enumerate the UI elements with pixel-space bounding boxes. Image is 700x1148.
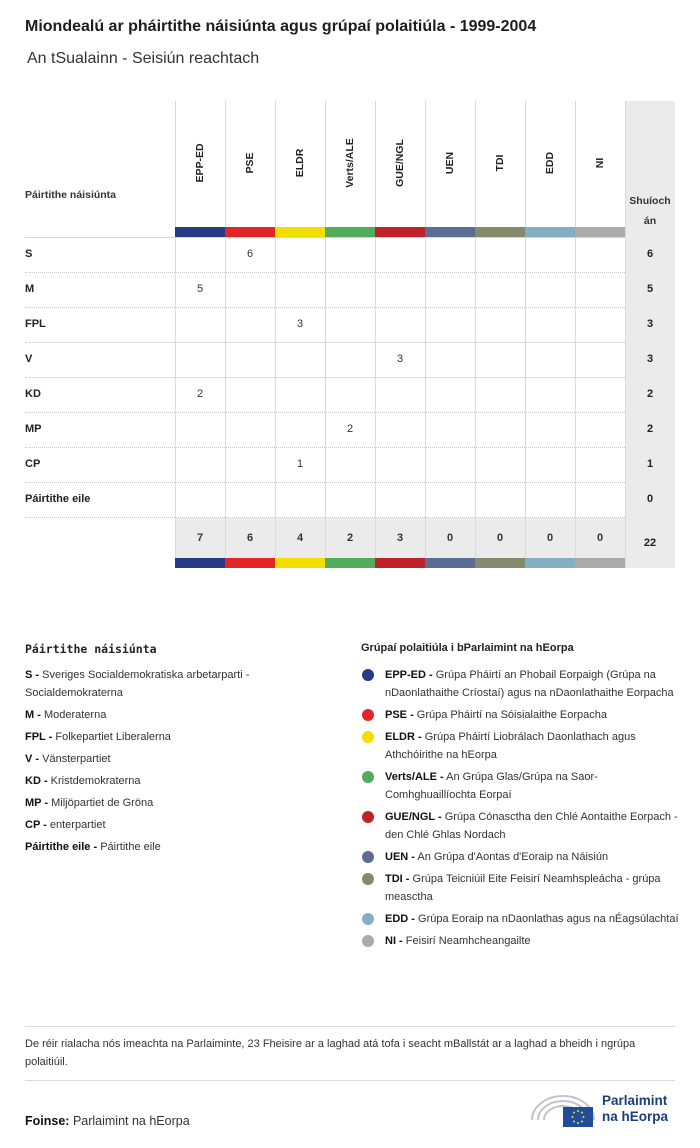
party-name: Folkepartiet Liberalerna	[55, 731, 171, 743]
group-name: An Grúpa d'Aontas d'Eoraip na Náisiún	[417, 851, 609, 863]
party-name: enterpartiet	[49, 819, 106, 831]
party-abbreviation: CP -	[25, 819, 47, 831]
group-name: Grúpa Pháirtí Liobrálach Daonlathach agus Athchóirithe na hEorpa	[385, 731, 636, 761]
logo-line-1: Parlaimint	[602, 1093, 668, 1108]
logo-text	[602, 1093, 668, 1125]
group-name: Feisirí Neamhcheangailte	[405, 935, 531, 947]
group-abbreviation: UEN -	[385, 851, 415, 863]
party-abbreviation: Páirtithe eile -	[25, 841, 98, 853]
group-abbreviation: PSE -	[385, 709, 414, 721]
group-color-swatch	[375, 558, 425, 568]
party-name: Miljöpartiet de Gröna	[51, 797, 154, 809]
row-seat-total: 2	[646, 388, 654, 400]
group-color-swatch	[475, 227, 525, 237]
column-header-epped	[175, 101, 225, 227]
column-header-ni	[575, 101, 625, 227]
row-divider	[25, 272, 625, 273]
party-column-header: Páirtithe náisiúnta	[25, 189, 117, 201]
party-row-label: S	[25, 248, 33, 260]
column-label: EPP-ED	[194, 143, 206, 183]
row-seat-total: 0	[646, 493, 654, 505]
row-seat-total: 5	[646, 283, 654, 295]
political-group-legend-item	[361, 666, 681, 702]
national-party-legend-item	[25, 706, 325, 724]
column-header-guengl	[375, 101, 425, 227]
national-parties-legend	[25, 642, 325, 860]
row-divider	[25, 342, 625, 343]
column-total: 0	[446, 532, 454, 544]
seats-column-header: Shuíoch án	[629, 195, 671, 227]
column-header-uen	[425, 101, 475, 227]
group-color-swatch	[225, 558, 275, 568]
group-color-dot-icon	[362, 873, 374, 885]
national-party-legend-item	[25, 772, 325, 790]
party-row-label: V	[25, 353, 33, 365]
seat-count-cell: 1	[296, 458, 304, 470]
group-color-swatch	[275, 227, 325, 237]
divider	[25, 1026, 675, 1027]
party-name: Kristdemokraterna	[50, 775, 141, 787]
column-header-eldr	[275, 101, 325, 227]
seat-count-cell: 3	[296, 318, 304, 330]
group-abbreviation: GUE/NGL -	[385, 811, 442, 823]
header-divider	[25, 237, 625, 238]
party-name: Vänsterpartiet	[42, 753, 111, 765]
political-groups-legend	[361, 642, 681, 954]
row-seat-total: 6	[646, 248, 654, 260]
group-name: Grúpa Cónasctha den Chlé Aontaithe Eorpach - den Chlé Ghlas Nordach	[385, 811, 678, 841]
group-color-dot-icon	[362, 731, 374, 743]
row-divider	[25, 307, 625, 308]
party-name: Páirtithe eile	[100, 841, 161, 853]
column-total: 0	[496, 532, 504, 544]
european-parliament-logo	[528, 1090, 678, 1130]
column-label: PSE	[244, 152, 256, 174]
group-color-dot-icon	[362, 851, 374, 863]
party-row-label: KD	[25, 388, 41, 400]
column-total: 0	[596, 532, 604, 544]
party-abbreviation: V -	[25, 753, 40, 765]
party-abbreviation: FPL -	[25, 731, 53, 743]
party-name: Moderaterna	[43, 709, 107, 721]
political-group-legend-item	[361, 706, 681, 724]
political-group-legend-item	[361, 932, 681, 950]
group-abbreviation: NI -	[385, 935, 403, 947]
group-color-swatch	[475, 558, 525, 568]
group-color-swatch	[375, 227, 425, 237]
group-name: Grúpa Teicniúil Eite Feisirí Neamhspleácha - grúpa measctha	[385, 873, 661, 903]
national-parties-legend-title: Páirtithe náisiúnta	[25, 642, 157, 656]
group-color-swatch	[325, 227, 375, 237]
group-name: Grúpa Eoraip na nDaonlathas agus na nÉagsúlachtaí	[418, 913, 679, 925]
group-color-swatch	[575, 558, 625, 568]
national-party-legend-item	[25, 666, 325, 702]
row-seat-total: 2	[646, 423, 654, 435]
group-color-swatch	[325, 558, 375, 568]
party-abbreviation: MP -	[25, 797, 49, 809]
column-header-vertsale	[325, 101, 375, 227]
party-row-label: CP	[25, 458, 41, 470]
political-group-legend-item	[361, 768, 681, 804]
row-seat-total: 3	[646, 318, 654, 330]
seat-count-cell: 5	[196, 283, 204, 295]
chart-subtitle: An tSualainn - Seisiún reachtach	[27, 50, 260, 67]
political-group-legend-item	[361, 910, 681, 928]
row-seat-total: 3	[646, 353, 654, 365]
group-abbreviation: EPP-ED -	[385, 669, 433, 681]
group-color-dot-icon	[362, 935, 374, 947]
row-divider	[25, 447, 625, 448]
group-color-swatch	[525, 227, 575, 237]
group-color-dot-icon	[362, 913, 374, 925]
seat-count-cell: 3	[396, 353, 404, 365]
column-total: 3	[396, 532, 404, 544]
group-abbreviation: TDI -	[385, 873, 410, 885]
column-label: NI	[594, 157, 606, 169]
column-label: GUE/NGL	[394, 139, 406, 187]
group-color-swatch	[425, 227, 475, 237]
group-color-swatch	[225, 227, 275, 237]
political-group-legend-item	[361, 848, 681, 866]
group-color-swatch	[525, 558, 575, 568]
group-name: Grúpa Pháirtí na Sóisialaithe Eorpacha	[416, 709, 607, 721]
group-abbreviation: EDD -	[385, 913, 415, 925]
column-total: 7	[196, 532, 204, 544]
political-groups-legend-title: Grúpaí polaitiúla i bParlaimint na hEorpa	[361, 642, 574, 654]
group-color-dot-icon	[362, 811, 374, 823]
party-row-label: MP	[25, 423, 42, 435]
group-color-swatch	[175, 558, 225, 568]
source-line	[25, 1114, 190, 1128]
parliament-hemicycle-icon	[528, 1090, 598, 1130]
party-abbreviation: S -	[25, 669, 40, 681]
group-abbreviation: ELDR -	[385, 731, 422, 743]
column-label: EDD	[544, 151, 556, 175]
column-label: TDI	[494, 154, 506, 172]
party-row-label: M	[25, 283, 35, 295]
national-party-legend-item	[25, 750, 325, 768]
group-color-swatch	[175, 227, 225, 237]
party-name: Sveriges Socialdemokratiska arbetarparti - Socialdemokraterna	[25, 669, 250, 699]
column-label: ELDR	[294, 148, 306, 178]
column-header-edd	[525, 101, 575, 227]
column-header-tdi	[475, 101, 525, 227]
group-color-swatch	[575, 227, 625, 237]
national-party-legend-item	[25, 728, 325, 746]
source-value: Parlaimint na hEorpa	[72, 1114, 190, 1128]
group-color-dot-icon	[362, 669, 374, 681]
national-party-legend-item	[25, 838, 325, 856]
group-color-dot-icon	[362, 709, 374, 721]
group-abbreviation: Verts/ALE -	[385, 771, 444, 783]
row-divider	[25, 482, 625, 483]
rules-note: De réir rialacha nós imeachta na Parlaiminte, 23 Fheisire ar a laghad atá tofa i seacht mBallstát ar a laghad a bheidh i ngrúpa polaitiúil.	[25, 1038, 636, 1068]
group-color-swatch	[275, 558, 325, 568]
column-total: 6	[246, 532, 254, 544]
column-total: 4	[296, 532, 304, 544]
group-name: Grúpa Pháirtí an Phobail Eorpaigh (Grúpa na nDaonlathaithe Críostaí) agus na nDaonlathaithe Eorpacha	[385, 669, 674, 699]
group-color-swatch	[425, 558, 475, 568]
party-row-label: FPL	[25, 318, 46, 330]
national-party-legend-item	[25, 794, 325, 812]
column-label: Verts/ALE	[344, 138, 356, 188]
political-group-legend-item	[361, 808, 681, 844]
row-divider	[25, 517, 625, 518]
party-group-table	[25, 101, 675, 568]
row-divider	[25, 377, 625, 378]
row-seat-total: 1	[646, 458, 654, 470]
seat-count-cell: 2	[346, 423, 354, 435]
national-party-legend-item	[25, 816, 325, 834]
political-group-legend-item	[361, 728, 681, 764]
group-name: An Grúpa Glas/Grúpa na Saor-Comhghuaillíochta Eorpaí	[385, 771, 598, 801]
divider	[25, 1080, 675, 1081]
party-abbreviation: M -	[25, 709, 41, 721]
group-color-dot-icon	[362, 771, 374, 783]
column-total: 2	[346, 532, 354, 544]
column-label: UEN	[444, 151, 456, 175]
seat-count-cell: 2	[196, 388, 204, 400]
column-header-pse	[225, 101, 275, 227]
seat-count-cell: 6	[246, 248, 254, 260]
party-row-label: Páirtithe eile	[25, 493, 91, 505]
chart-title: Miondealú ar pháirtithe náisiúnta agus grúpaí polaitiúla - 1999-2004	[25, 18, 537, 35]
grand-total: 22	[643, 537, 657, 549]
political-group-legend-item	[361, 870, 681, 906]
column-total: 0	[546, 532, 554, 544]
source-label: Foinse:	[25, 1114, 70, 1128]
logo-line-2: na hEorpa	[602, 1109, 669, 1124]
party-abbreviation: KD -	[25, 775, 48, 787]
